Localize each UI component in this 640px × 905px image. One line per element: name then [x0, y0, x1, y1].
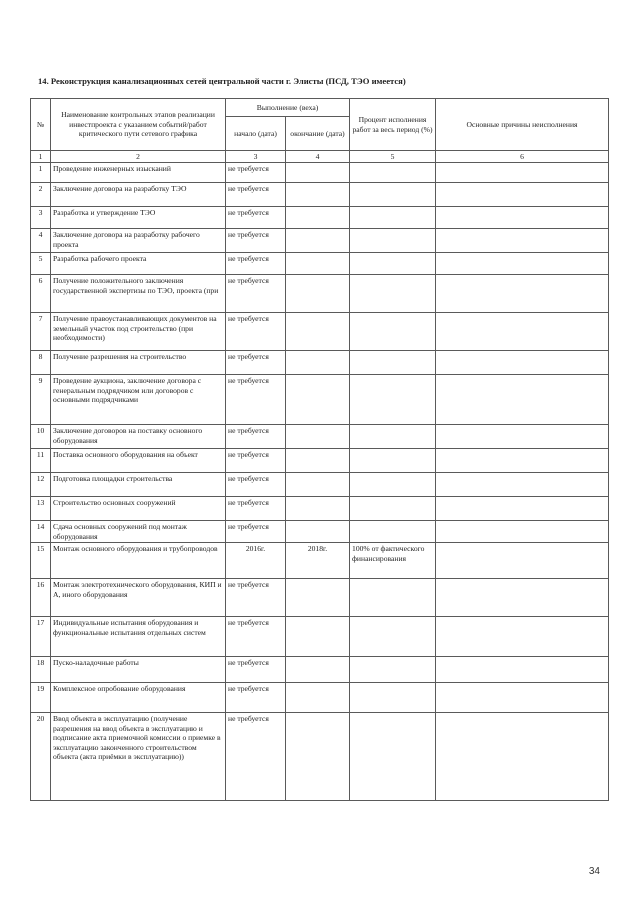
table-row — [31, 425, 609, 449]
row-start: не требуется — [226, 229, 286, 253]
row-end — [286, 449, 350, 473]
row-number: 19 — [31, 683, 51, 713]
row-end — [286, 375, 350, 425]
header-name: Наименование контрольных этапов реализации инвестпроекта с указанием событий/работ критического пути сетевого графика — [51, 99, 226, 151]
row-stage-name: Проведение инженерных изысканий — [51, 163, 226, 183]
row-reason — [436, 163, 609, 183]
table-row — [31, 521, 609, 543]
row-start: не требуется — [226, 313, 286, 351]
row-percent — [350, 253, 436, 275]
row-end — [286, 313, 350, 351]
row-stage-name: Строительство основных сооружений — [51, 497, 226, 521]
table-row — [31, 449, 609, 473]
table-row — [31, 229, 609, 253]
row-reason — [436, 275, 609, 313]
row-start: не требуется — [226, 375, 286, 425]
row-stage-name: Заключение договора на разработку рабочего проекта — [51, 229, 226, 253]
row-percent — [350, 579, 436, 617]
row-start: не требуется — [226, 253, 286, 275]
row-end — [286, 657, 350, 683]
row-number: 12 — [31, 473, 51, 497]
row-percent — [350, 713, 436, 801]
table-row — [31, 713, 609, 801]
row-start: не требуется — [226, 425, 286, 449]
row-percent — [350, 425, 436, 449]
row-number: 13 — [31, 497, 51, 521]
row-start: не требуется — [226, 713, 286, 801]
row-start: не требуется — [226, 449, 286, 473]
row-reason — [436, 313, 609, 351]
row-percent — [350, 657, 436, 683]
row-stage-name: Получение правоустанавливающих документов на земельный участок под строительство (при необходимости) — [51, 313, 226, 351]
row-stage-name: Индивидуальные испытания оборудования и функциональные испытания отдельных систем — [51, 617, 226, 657]
row-reason — [436, 543, 609, 579]
row-stage-name: Подготовка площадки строительства — [51, 473, 226, 497]
row-number: 5 — [31, 253, 51, 275]
row-reason — [436, 425, 609, 449]
row-reason — [436, 449, 609, 473]
row-start: не требуется — [226, 579, 286, 617]
row-percent — [350, 617, 436, 657]
row-end — [286, 425, 350, 449]
row-reason — [436, 253, 609, 275]
row-start: не требуется — [226, 617, 286, 657]
header-end: окончание (дата) — [286, 117, 350, 151]
row-number: 16 — [31, 579, 51, 617]
table-row — [31, 275, 609, 313]
row-end — [286, 163, 350, 183]
row-number: 8 — [31, 351, 51, 375]
row-start: не требуется — [226, 521, 286, 543]
row-reason — [436, 657, 609, 683]
table-row — [31, 473, 609, 497]
row-end — [286, 683, 350, 713]
row-percent — [350, 183, 436, 207]
row-reason — [436, 375, 609, 425]
row-reason — [436, 617, 609, 657]
row-start: не требуется — [226, 163, 286, 183]
table-row — [31, 313, 609, 351]
row-stage-name: Пуско-наладочные работы — [51, 657, 226, 683]
row-end — [286, 579, 350, 617]
row-number: 4 — [31, 229, 51, 253]
table-row — [31, 579, 609, 617]
col-number: 4 — [286, 151, 350, 163]
row-number: 17 — [31, 617, 51, 657]
row-stage-name: Монтаж основного оборудования и трубопроводов — [51, 543, 226, 579]
table-row — [31, 253, 609, 275]
row-percent — [350, 229, 436, 253]
row-percent — [350, 521, 436, 543]
table-row — [31, 657, 609, 683]
row-start: не требуется — [226, 497, 286, 521]
header-num: № — [31, 99, 51, 151]
table-row — [31, 163, 609, 183]
row-reason — [436, 713, 609, 801]
row-reason — [436, 351, 609, 375]
section-title: 14. Реконструкция канализационных сетей центральной части г. Элисты (ПСД, ТЭО имеется) — [38, 76, 406, 86]
row-number: 2 — [31, 183, 51, 207]
row-end — [286, 713, 350, 801]
table-row — [31, 351, 609, 375]
row-percent — [350, 473, 436, 497]
row-reason — [436, 521, 609, 543]
table-row — [31, 207, 609, 229]
row-number: 11 — [31, 449, 51, 473]
row-stage-name: Разработка рабочего проекта — [51, 253, 226, 275]
row-number: 10 — [31, 425, 51, 449]
col-number: 1 — [31, 151, 51, 163]
row-stage-name: Получение положительного заключения государственной экспертизы по ТЭО, проекта (при — [51, 275, 226, 313]
row-start: не требуется — [226, 657, 286, 683]
row-number: 3 — [31, 207, 51, 229]
row-end — [286, 351, 350, 375]
row-reason — [436, 497, 609, 521]
row-reason — [436, 229, 609, 253]
header-start: начало (дата) — [226, 117, 286, 151]
row-number: 14 — [31, 521, 51, 543]
row-end — [286, 497, 350, 521]
row-stage-name: Сдача основных сооружений под монтаж оборудования — [51, 521, 226, 543]
row-end — [286, 253, 350, 275]
row-stage-name: Заключение договоров на поставку основного оборудования — [51, 425, 226, 449]
row-percent — [350, 275, 436, 313]
row-end — [286, 617, 350, 657]
row-percent — [350, 375, 436, 425]
row-start: не требуется — [226, 351, 286, 375]
row-percent — [350, 163, 436, 183]
row-number: 1 — [31, 163, 51, 183]
page-number: 34 — [588, 866, 600, 877]
header-reasons: Основные причины неисполнения — [436, 99, 609, 151]
row-start: не требуется — [226, 183, 286, 207]
header-execution: Выполнение (веха) — [226, 99, 350, 117]
row-start: не требуется — [226, 683, 286, 713]
row-end — [286, 521, 350, 543]
row-percent — [350, 449, 436, 473]
row-start: не требуется — [226, 207, 286, 229]
row-stage-name: Разработка и утверждение ТЭО — [51, 207, 226, 229]
row-percent — [350, 207, 436, 229]
row-stage-name: Получение разрешения на строительство — [51, 351, 226, 375]
milestones-table — [30, 98, 609, 801]
table-row — [31, 543, 609, 579]
row-stage-name: Проведение аукциона, заключение договора с генеральным подрядчиком или договоров с основными подрядчиками — [51, 375, 226, 425]
row-end — [286, 275, 350, 313]
row-reason — [436, 473, 609, 497]
row-start: 2016г. — [226, 543, 286, 579]
row-end — [286, 207, 350, 229]
row-start: не требуется — [226, 275, 286, 313]
table-row — [31, 683, 609, 713]
row-stage-name: Заключение договора на разработку ТЭО — [51, 183, 226, 207]
row-percent — [350, 497, 436, 521]
row-stage-name: Ввод объекта в эксплуатацию (получение разрешения на ввод объекта в эксплуатацию и подписание акта приемочной комиссии о приемке в эксплуатацию законченного строительством объекта (акта приёмки в эксплуатацию)) — [51, 713, 226, 801]
header-percent: Процент исполнения работ за весь период (%) — [350, 99, 436, 151]
row-percent — [350, 351, 436, 375]
row-number: 20 — [31, 713, 51, 801]
table-row — [31, 497, 609, 521]
table-row — [31, 375, 609, 425]
table-row — [31, 617, 609, 657]
row-reason — [436, 579, 609, 617]
row-number: 6 — [31, 275, 51, 313]
row-start: не требуется — [226, 473, 286, 497]
row-stage-name: Монтаж электротехнического оборудования, КИП и А, иного оборудования — [51, 579, 226, 617]
table-row — [31, 183, 609, 207]
row-end — [286, 473, 350, 497]
col-number: 6 — [436, 151, 609, 163]
row-end — [286, 183, 350, 207]
row-percent: 100% от фактического финансирования — [350, 543, 436, 579]
row-end — [286, 229, 350, 253]
row-reason — [436, 683, 609, 713]
col-number: 3 — [226, 151, 286, 163]
row-stage-name: Комплексное опробование оборудования — [51, 683, 226, 713]
row-end: 2018г. — [286, 543, 350, 579]
row-number: 18 — [31, 657, 51, 683]
row-number: 7 — [31, 313, 51, 351]
row-number: 15 — [31, 543, 51, 579]
col-number: 2 — [51, 151, 226, 163]
row-stage-name: Поставка основного оборудования на объект — [51, 449, 226, 473]
row-percent — [350, 683, 436, 713]
row-reason — [436, 207, 609, 229]
row-percent — [350, 313, 436, 351]
row-reason — [436, 183, 609, 207]
col-number: 5 — [350, 151, 436, 163]
row-number: 9 — [31, 375, 51, 425]
